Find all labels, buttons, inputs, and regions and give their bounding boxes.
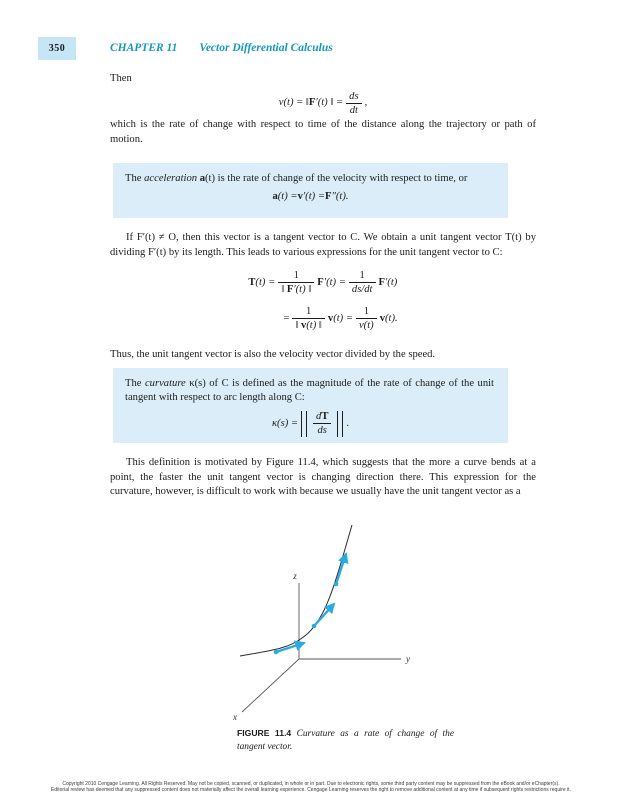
equation-unit-tangent-line1: T (t) = $\frac{1}{‖ F'(t) ‖}$ F ′(t) = $\frac{1}{ds/dt}$ F ′(t)	[248, 269, 398, 295]
fraction-one-over-v: $\frac{1}{v(t)}$	[356, 305, 377, 332]
paragraph-then: Then	[110, 73, 132, 84]
x-axis	[242, 659, 299, 712]
chapter-title: Vector Differential Calculus	[199, 42, 333, 54]
fraction-one-over-normv: $\frac{1}{‖ v(t) ‖}$	[292, 305, 325, 332]
curve-point-1	[274, 650, 279, 655]
paragraph-rate: which is the rate of change with respect to time of the distance along the trajectory or path of motion.	[110, 119, 536, 145]
z-axis-label: z	[293, 571, 297, 581]
curvature-definition-text: The curvature κ(s) of C is defined as the magnitude of the rate of change of the unit tangent with respect to arc length along C:	[125, 378, 495, 404]
tangent-vector-2	[314, 604, 334, 626]
equation-curvature: κ(s) = $\frac{dT}{ds}$ .	[271, 411, 350, 437]
curve-points	[274, 582, 339, 655]
copyright-line-2: Editorial review has deemed that any suppressed content does not materially affect the overall learning experience. Cengage Learning reserves the right to remove additional content at any time if subsequent rights restrictions require it.	[51, 787, 571, 793]
norm-bar-right	[337, 411, 343, 437]
chapter-label: CHAPTER 11	[110, 42, 178, 54]
definition-box-acceleration	[113, 163, 508, 218]
figure-curvature-diagram	[180, 518, 480, 728]
page-number: 350	[48, 43, 66, 54]
norm-bar-left	[301, 411, 307, 437]
paragraph-tangent-intro: If F′(t) ≠ O, then this vector is a tangent vector to C. We obtain a unit tangent vector T(t) by dividing F′(t) by its length. This leads to various expressions for the unit tangent vector to C:	[110, 232, 536, 258]
fraction-dT-ds: $\frac{dT}{ds}$	[313, 410, 331, 437]
tangent-vectors	[276, 554, 346, 652]
eq-speed-lhs: v(t) = ‖	[278, 96, 309, 108]
curve-point-2	[312, 624, 317, 629]
term-curvature: curvature	[144, 378, 186, 389]
figure-caption-label: FIGURE 11.4	[237, 728, 292, 738]
space-curve	[240, 525, 352, 656]
paragraph-motivation: This definition is motivated by Figure 11.4, which suggests that the more a curve bends at a point, the faster the unit tangent vector is changing direction there. This expression for the curvature, however, is difficult to work with because we usually have the unit tangent vector as a	[110, 457, 536, 498]
copyright-footer	[30, 781, 592, 793]
fraction-one-over-dsdt: $\frac{1}{ds/dt}$	[349, 269, 376, 296]
x-axis-label: x	[233, 712, 237, 722]
page-number-badge	[38, 37, 76, 60]
figure-caption-text: Curvature as a rate of change of the tangent vector.	[237, 729, 454, 752]
equation-acceleration: a (t) = v ′(t) = F ″(t).	[272, 191, 349, 203]
y-axis-label: y	[406, 654, 410, 664]
term-acceleration: acceleration	[144, 173, 198, 184]
figure-caption	[237, 727, 454, 754]
running-head	[110, 42, 333, 54]
equation-unit-tangent-line2: = $\frac{1}{‖ v(t) ‖}$ v (t) = $\frac{1}{v(t)}$ v (t).	[283, 305, 398, 331]
equation-speed: v(t) = ‖ F ′(t) ‖ = $\frac{ds}{dt}$ ,	[278, 90, 368, 116]
equation-unit-tangent	[110, 264, 536, 336]
copyright-line-1: Copyright 2010 Cengage Learning. All Rights Reserved. May not be copied, scanned, or duplicated, in whole or in part. Due to electronic rights, some third party content may be suppressed from the eBook and/or eChapter(s).	[62, 781, 560, 787]
fraction-ds-dt: $\frac{ds}{dt}$	[346, 90, 361, 117]
curve-point-3	[334, 582, 339, 587]
paragraph-thus: Thus, the unit tangent vector is also the velocity vector divided by the speed.	[110, 349, 436, 360]
acceleration-definition-text: The acceleration a(t) is the rate of change of the velocity with respect to time, or	[125, 173, 468, 184]
tangent-vector-3	[336, 554, 346, 584]
definition-box-curvature	[113, 368, 508, 443]
fraction-one-over-normF: $\frac{1}{‖ F'(t) ‖}$	[278, 269, 314, 296]
